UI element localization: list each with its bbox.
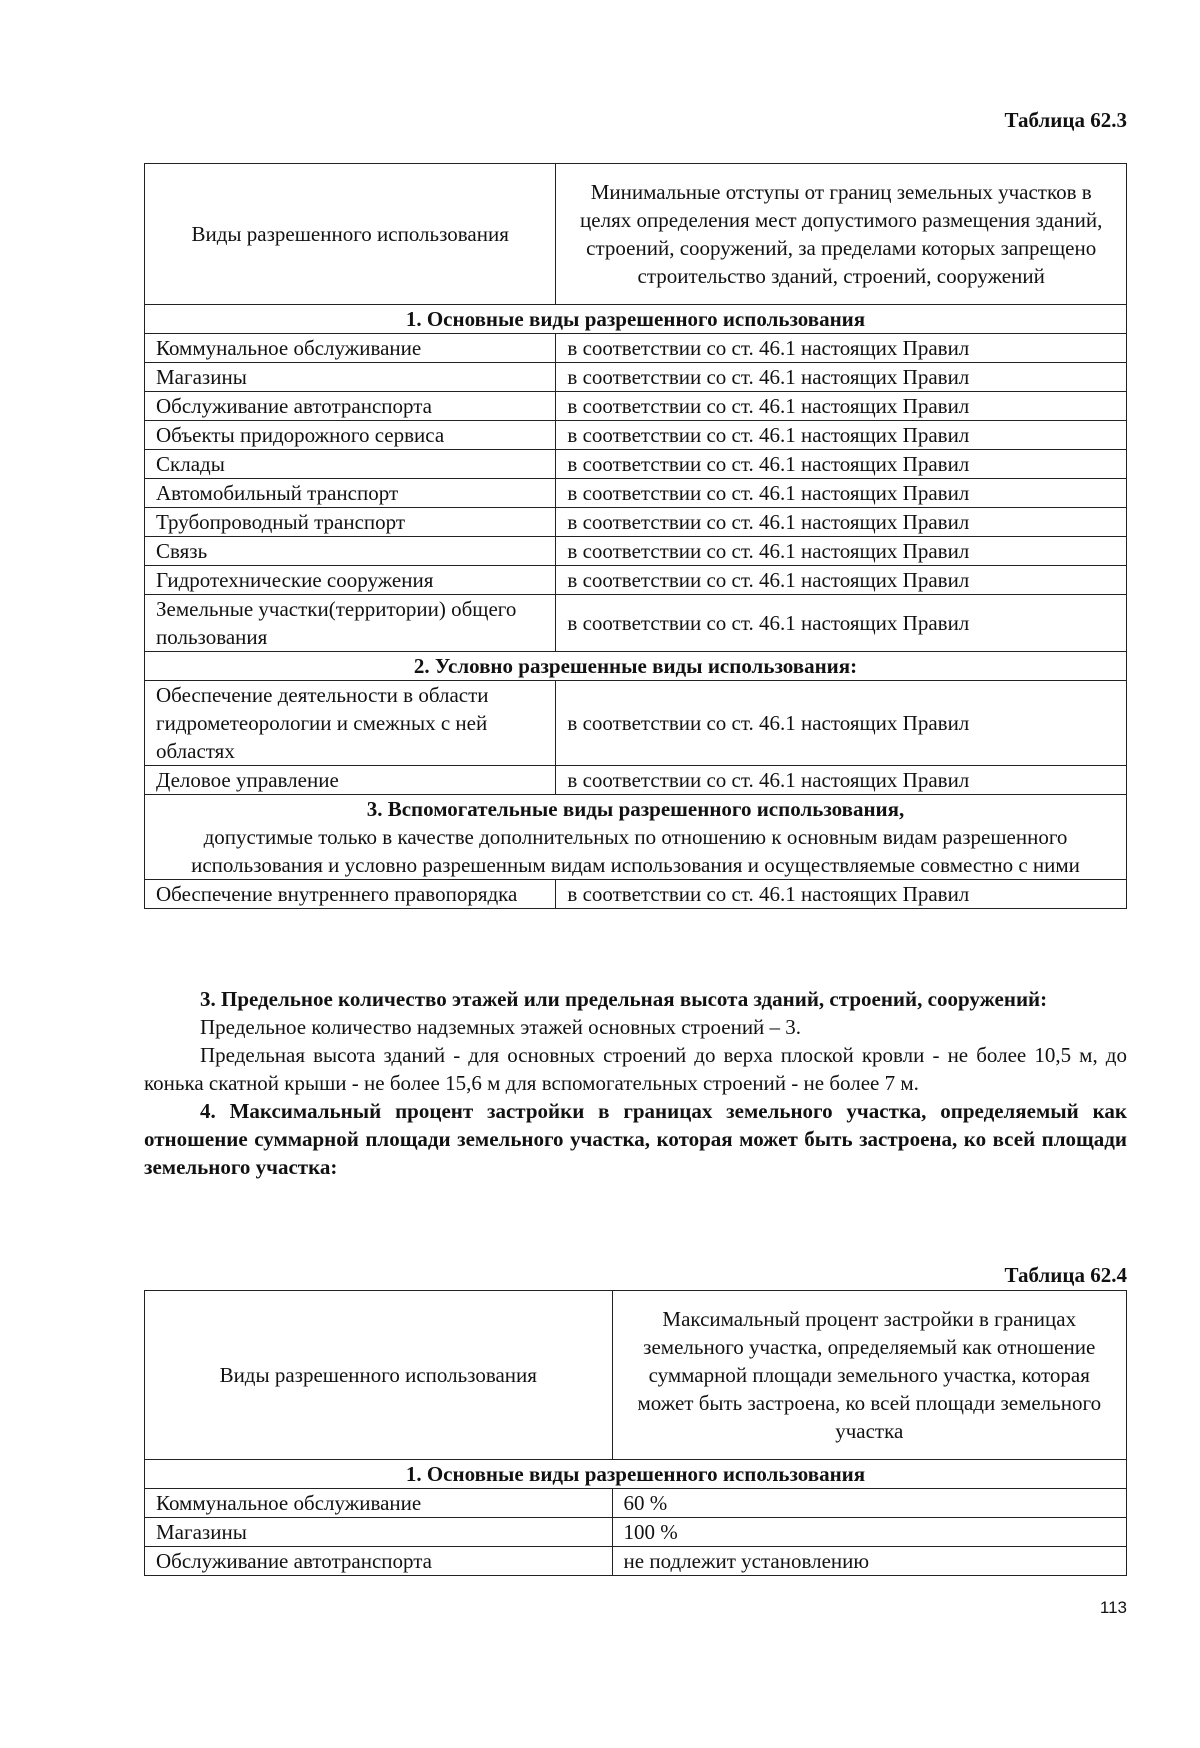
col-header-min-setbacks: Минимальные отступы от границ земельных участков в целях определения мест допустимого размещения зданий, строений, сооружений, за пределами которых запрещено строительство зданий, строений, сооружений <box>556 164 1127 305</box>
table-row <box>145 450 1127 479</box>
section-conditional-uses: 2. Условно разрешенные виды использования: <box>145 652 1127 681</box>
paragraph-heading-coverage: 4. Максимальный процент застройки в границах земельного участка, определяемый как отношение суммарной площади земельного участка, которая может быть застроена, ко всей площади земельного участка: <box>144 1099 1127 1179</box>
page-number: 113 <box>1099 1598 1127 1617</box>
table-62-4 <box>144 1290 1127 1576</box>
usage-name: Объекты придорожного сервиса <box>145 421 556 450</box>
table-62-4-caption: Таблица 62.4 <box>1004 1263 1127 1287</box>
usage-name: Обеспечение внутреннего правопорядка <box>145 880 556 909</box>
usage-value: в соответствии со ст. 46.1 настоящих Правил <box>556 681 1127 766</box>
usage-value: в соответствии со ст. 46.1 настоящих Правил <box>556 537 1127 566</box>
usage-value: 100 % <box>612 1518 1126 1547</box>
table-row <box>145 766 1127 795</box>
usage-value: в соответствии со ст. 46.1 настоящих Правил <box>556 595 1127 652</box>
section-auxiliary-title: 3. Вспомогательные виды разрешенного использования, <box>366 797 905 821</box>
usage-value: в соответствии со ст. 46.1 настоящих Правил <box>556 363 1127 392</box>
section-main-uses: 1. Основные виды разрешенного использования <box>145 1460 1127 1489</box>
paragraph-heights: Предельная высота зданий - для основных строений до верха плоской кровли - не более 10,5 м, до конька скатной крыши - не более 15,6 м для вспомогательных строений - не более 7 м. <box>144 1043 1127 1095</box>
usage-name: Коммунальное обслуживание <box>145 334 556 363</box>
table-row <box>145 1489 1127 1518</box>
usage-value: 60 % <box>612 1489 1126 1518</box>
usage-value: в соответствии со ст. 46.1 настоящих Правил <box>556 450 1127 479</box>
table-row <box>145 537 1127 566</box>
usage-name: Магазины <box>145 363 556 392</box>
usage-name: Коммунальное обслуживание <box>145 1489 613 1518</box>
table-row <box>145 566 1127 595</box>
usage-name: Обеспечение деятельности в области гидрометеорологии и смежных с ней областях <box>145 681 556 766</box>
usage-value: в соответствии со ст. 46.1 настоящих Правил <box>556 880 1127 909</box>
table-row <box>145 508 1127 537</box>
col-header-usage-types: Виды разрешенного использования <box>145 1291 613 1460</box>
col-header-usage-types: Виды разрешенного использования <box>145 164 556 305</box>
table-row <box>145 595 1127 652</box>
table-row <box>145 392 1127 421</box>
usage-value: в соответствии со ст. 46.1 настоящих Правил <box>556 392 1127 421</box>
table-62-3-caption: Таблица 62.3 <box>1004 108 1127 132</box>
table-row <box>145 479 1127 508</box>
usage-name: Автомобильный транспорт <box>145 479 556 508</box>
usage-value: не подлежит установлению <box>612 1547 1126 1576</box>
usage-name: Трубопроводный транспорт <box>145 508 556 537</box>
usage-name: Обслуживание автотранспорта <box>145 392 556 421</box>
usage-name: Гидротехнические сооружения <box>145 566 556 595</box>
table-row <box>145 334 1127 363</box>
usage-name: Обслуживание автотранспорта <box>145 1547 613 1576</box>
usage-value: в соответствии со ст. 46.1 настоящих Правил <box>556 508 1127 537</box>
section-auxiliary-uses <box>145 795 1127 880</box>
usage-value: в соответствии со ст. 46.1 настоящих Правил <box>556 479 1127 508</box>
usage-name: Склады <box>145 450 556 479</box>
table-62-3 <box>144 163 1127 909</box>
usage-name: Магазины <box>145 1518 613 1547</box>
usage-name: Связь <box>145 537 556 566</box>
table-row <box>145 1547 1127 1576</box>
table-row <box>145 363 1127 392</box>
usage-value: в соответствии со ст. 46.1 настоящих Правил <box>556 334 1127 363</box>
table-row <box>145 880 1127 909</box>
table-header-row <box>145 164 1127 305</box>
paragraph-floors-count: Предельное количество надземных этажей основных строений – 3. <box>200 1015 802 1039</box>
paragraph-heading-floors: 3. Предельное количество этажей или предельная высота зданий, строений, сооружений: <box>200 987 1048 1011</box>
table-header-row <box>145 1291 1127 1460</box>
usage-value: в соответствии со ст. 46.1 настоящих Правил <box>556 421 1127 450</box>
col-header-max-coverage: Максимальный процент застройки в границах земельного участка, определяемый как отношение суммарной площади земельного участка, которая может быть застроена, ко всей площади земельного участка <box>612 1291 1126 1460</box>
table-row <box>145 1518 1127 1547</box>
usage-name: Деловое управление <box>145 766 556 795</box>
section-auxiliary-subtitle: допустимые только в качестве дополнительных по отношению к основным видам разрешенного использования и условно разрешенным видам использования и осуществляемые совместно с ними <box>191 825 1080 877</box>
usage-name: Земельные участки(территории) общего пользования <box>145 595 556 652</box>
usage-value: в соответствии со ст. 46.1 настоящих Правил <box>556 566 1127 595</box>
section-main-uses: 1. Основные виды разрешенного использования <box>145 305 1127 334</box>
usage-value: в соответствии со ст. 46.1 настоящих Правил <box>556 766 1127 795</box>
table-row <box>145 681 1127 766</box>
table-row <box>145 421 1127 450</box>
section-3-paragraphs <box>144 985 1127 1181</box>
